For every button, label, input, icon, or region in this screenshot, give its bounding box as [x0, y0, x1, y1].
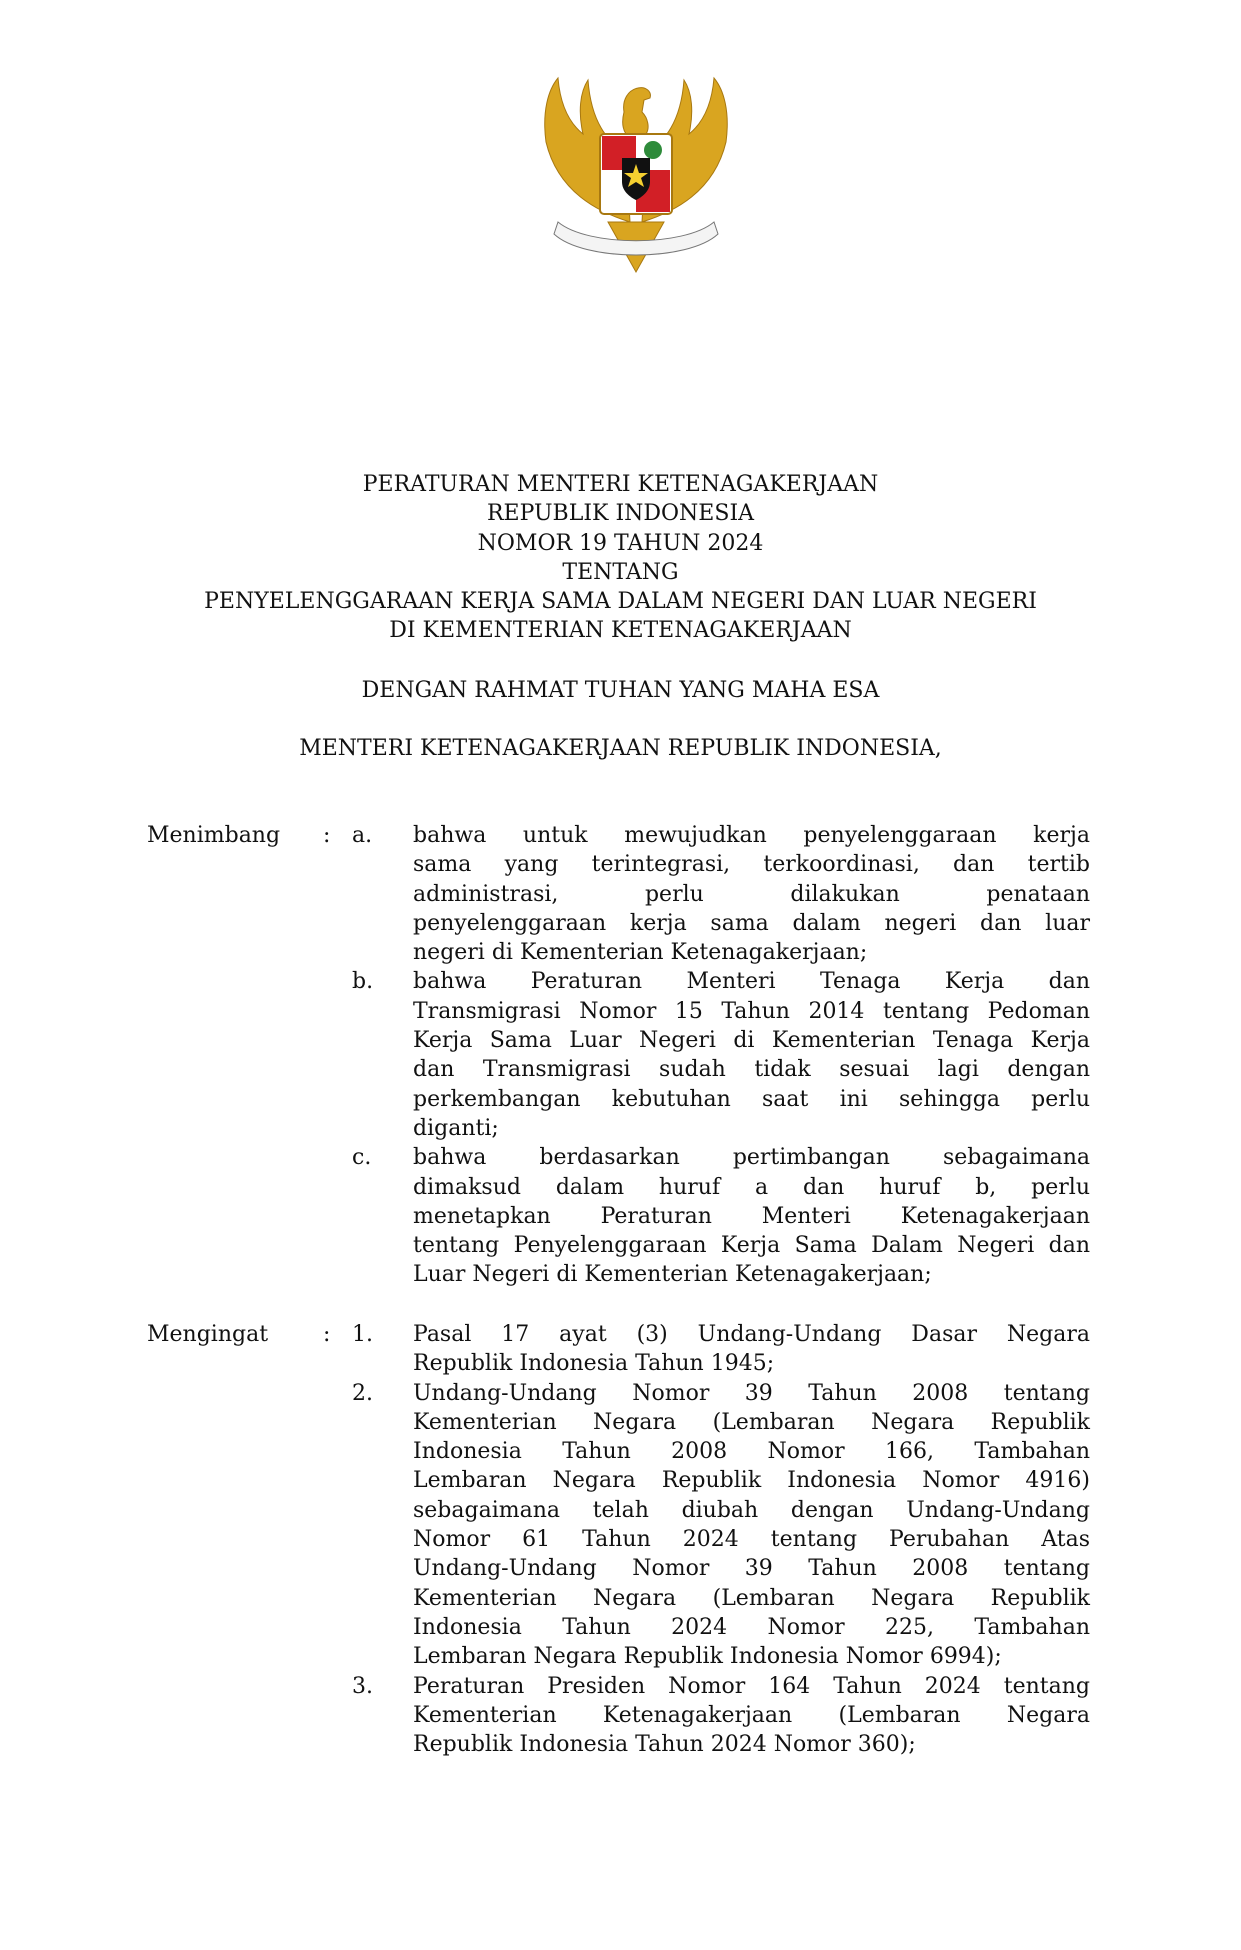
section-colon: : [323, 1322, 331, 1347]
item-text-line: Transmigrasi Nomor 15 Tahun 2014 tentang Pedoman [413, 998, 1090, 1024]
invocation: DENGAN RAHMAT TUHAN YANG MAHA ESA [361, 678, 880, 703]
item-marker: 3. [352, 1673, 373, 1699]
item-text-line: Pasal 17 ayat (3) Undang-Undang Dasar Negara [413, 1322, 1090, 1347]
regulation-title [0, 470, 1241, 646]
item-text-line: sama yang terintegrasi, terkoordinasi, dan tertib [413, 852, 1090, 878]
menimbang-item [0, 967, 1241, 1143]
item-text-line: administrasi, perlu dilakukan penataan [413, 881, 1090, 907]
menimbang-item [0, 821, 1241, 967]
section-label: Mengingat [147, 1322, 269, 1347]
item-text-line: Peraturan Presiden Nomor 164 Tahun 2024 tentang [413, 1673, 1090, 1699]
item-text-line: tentang Penyelenggaraan Kerja Sama Dalam Negeri dan [413, 1233, 1090, 1259]
item-text-line: Republik Indonesia Tahun 1945; [413, 1351, 775, 1377]
title-line: TENTANG [562, 559, 679, 585]
item-text-line: perkembangan kebutuhan saat ini sehingga perlu [413, 1086, 1090, 1112]
item-text-line: bahwa berdasarkan pertimbangan sebagaimana [413, 1145, 1090, 1171]
item-text-line: Nomor 61 Tahun 2024 tentang Perubahan Atas [413, 1527, 1090, 1553]
title-line: REPUBLIK INDONESIA [486, 501, 755, 527]
item-text-line: Kementerian Negara (Lembaran Negara Republik [413, 1409, 1090, 1435]
title-line: DI KEMENTERIAN KETENAGAKERJAAN [389, 618, 852, 644]
item-text-line: dan Transmigrasi sudah tidak sesuai lagi dengan [413, 1057, 1090, 1083]
item-text-line: diganti; [413, 1115, 499, 1141]
issuer: MENTERI KETENAGAKERJAAN REPUBLIK INDONESIA, [299, 736, 942, 761]
mengingat-item [0, 1379, 1241, 1672]
item-text-line: Republik Indonesia Tahun 2024 Nomor 360); [413, 1732, 916, 1758]
item-text-line: Lembaran Negara Republik Indonesia Nomor 6994); [413, 1644, 1002, 1670]
item-text-line: Luar Negeri di Kementerian Ketenagakerjaan; [413, 1262, 932, 1288]
item-text-line: sebagaimana telah diubah dengan Undang-Undang [413, 1497, 1090, 1523]
item-marker: c. [352, 1145, 372, 1171]
item-text-line: Indonesia Tahun 2008 Nomor 166, Tambahan [413, 1439, 1090, 1465]
mengingat-item [0, 1320, 1241, 1379]
item-text-line: dimaksud dalam huruf a dan huruf b, perlu [413, 1174, 1090, 1200]
item-text-line: penyelenggaraan kerja sama dalam negeri dan luar [413, 910, 1090, 936]
item-text-line: bahwa untuk mewujudkan penyelenggaraan kerja [413, 823, 1090, 848]
item-text-line: Kerja Sama Luar Negeri di Kementerian Tenaga Kerja [413, 1028, 1090, 1054]
menimbang-item [0, 1143, 1241, 1289]
title-line: PERATURAN MENTERI KETENAGAKERJAAN [362, 472, 879, 497]
item-text-line: negeri di Kementerian Ketenagakerjaan; [413, 940, 868, 966]
item-text-line: Indonesia Tahun 2024 Nomor 225, Tambahan [413, 1614, 1090, 1640]
item-text-line: Undang-Undang Nomor 39 Tahun 2008 tentang [413, 1380, 1090, 1406]
mengingat-section [0, 1320, 1241, 1759]
section-label: Menimbang [147, 823, 281, 848]
item-marker: 2. [352, 1380, 373, 1406]
item-marker: a. [352, 823, 373, 848]
item-marker: b. [352, 969, 374, 995]
title-line: NOMOR 19 TAHUN 2024 [477, 530, 764, 556]
item-text-line: Kementerian Negara (Lembaran Negara Republik [413, 1585, 1090, 1611]
item-marker: 1. [352, 1322, 373, 1347]
garuda-pancasila-emblem [538, 72, 734, 280]
item-text-line: Lembaran Negara Republik Indonesia Nomor 4916) [413, 1468, 1090, 1494]
section-colon: : [323, 823, 331, 848]
item-text-line: bahwa Peraturan Menteri Tenaga Kerja dan [413, 969, 1090, 995]
mengingat-item [0, 1672, 1241, 1760]
item-text-line: Undang-Undang Nomor 39 Tahun 2008 tentang [413, 1556, 1090, 1582]
item-text-line: menetapkan Peraturan Menteri Ketenagakerjaan [413, 1203, 1090, 1229]
title-line: PENYELENGGARAAN KERJA SAMA DALAM NEGERI DAN LUAR NEGERI [204, 589, 1037, 615]
menimbang-section [0, 821, 1241, 1290]
item-text-line: Kementerian Ketenagakerjaan (Lembaran Negara [413, 1702, 1090, 1728]
